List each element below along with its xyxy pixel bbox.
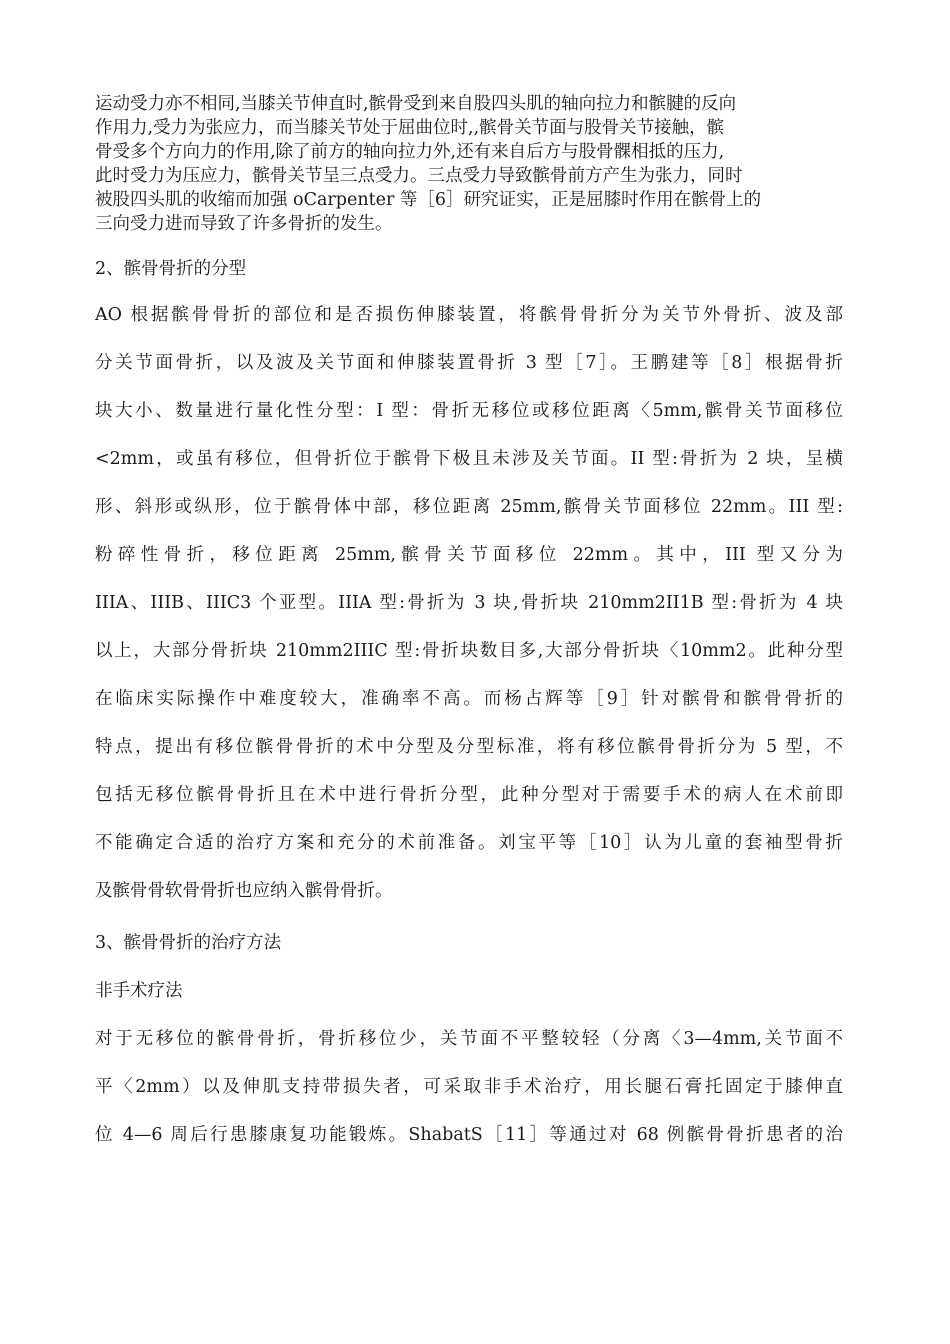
text-line: 被股四头肌的收缩而加强 oCarpenter 等［6］研究证实，正是屈膝时作用在髌骨上的: [95, 190, 762, 210]
text-line: 特点，提出有移位髌骨骨折的术中分型及分型标准，将有移位髌骨骨折分为 5 型，不: [95, 737, 843, 757]
text-line: 块大小、数量进行量化性分型：I 型：骨折无移位或移位距离〈5mm,髌骨关节面移位: [95, 401, 843, 421]
text-line: 位 4—6 周后行患膝康复功能锻炼。ShabatS［11］等通过对 68 例髌骨骨折患者的治: [95, 1125, 843, 1145]
section-heading-classification: 2、髌骨骨折的分型: [95, 259, 247, 279]
text-line: AO 根据髌骨骨折的部位和是否损伤伸膝装置，将髌骨骨折分为关节外骨折、波及部: [95, 305, 843, 325]
text-line: 形、斜形或纵形，位于髌骨体中部，移位距离 25mm,髌骨关节面移位 22mm。III 型:: [95, 497, 843, 517]
intro-paragraph: [95, 92, 843, 236]
section-heading-treatment: 3、髌骨骨折的治疗方法: [95, 933, 282, 953]
text-line: 不能确定合适的治疗方案和充分的术前准备。刘宝平等［10］认为儿童的套袖型骨折: [95, 833, 843, 853]
text-line: 作用力,受力为张应力，而当膝关节处于屈曲位时,,髌骨关节面与股骨关节接触，髌: [95, 118, 725, 138]
text-line: <2mm，或虽有移位，但骨折位于髌骨下极且未涉及关节面。II 型:骨折为 2 块，呈横: [95, 449, 843, 469]
classification-paragraph: [95, 303, 843, 927]
text-line: 骨受多个方向力的作用,除了前方的轴向拉力外,还有来自后方与股骨髁相抵的压力,: [95, 142, 725, 162]
text-line: 运动受力亦不相同,当膝关节伸直时,髌骨受到来自股四头肌的轴向拉力和髌腱的反向: [95, 94, 737, 114]
text-line: 此时受力为压应力，髌骨关节呈三点受力。三点受力导致髌骨前方产生为张力，同时: [95, 166, 743, 186]
document-page: [95, 92, 843, 1171]
subsection-heading-nonsurgical: 非手术疗法: [95, 981, 183, 1001]
text-line: IIIA、IIIB、IIIC3 个亚型。IIIA 型:骨折为 3 块,骨折块 210mm2II1B 型:骨折为 4 块: [95, 593, 843, 613]
text-line: 在临床实际操作中难度较大，准确率不高。而杨占辉等［9］针对髌骨和髌骨骨折的: [95, 689, 843, 709]
nonsurgical-paragraph: [95, 1027, 843, 1171]
text-line: 分关节面骨折，以及波及关节面和伸膝装置骨折 3 型［7］。王鹏建等［8］根据骨折: [95, 353, 843, 373]
text-line: 对于无移位的髌骨骨折，骨折移位少，关节面不平整较轻（分离〈3—4mm,关节面不: [95, 1029, 843, 1049]
text-line: 及髌骨骨软骨骨折也应纳入髌骨骨折。: [95, 881, 393, 901]
text-line: 三向受力进而导致了许多骨折的发生。: [95, 214, 393, 234]
text-line: 包括无移位髌骨骨折且在术中进行骨折分型，此种分型对于需要手术的病人在术前即: [95, 785, 843, 805]
text-line: 粉碎性骨折，移位距离 25mm,髌骨关节面移位 22mm。其中，III 型又分为: [95, 545, 843, 565]
text-line: 以上，大部分骨折块 210mm2IIIC 型:骨折块数目多,大部分骨折块〈10mm2。此种分型: [95, 641, 843, 661]
text-line: 平〈2mm）以及伸肌支持带损失者，可采取非手术治疗，用长腿石膏托固定于膝伸直: [95, 1077, 843, 1097]
